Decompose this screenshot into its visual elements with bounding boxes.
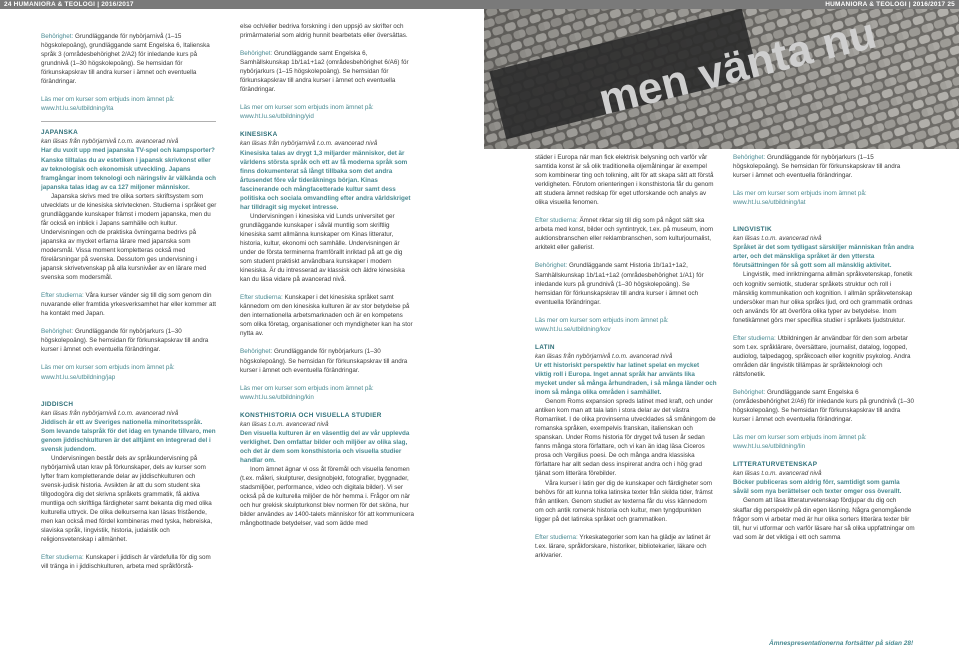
sign-text: men vänta nu bbox=[593, 9, 881, 125]
continuation-note: Ämnespresentationerna fortsätter på sidan 28! bbox=[769, 640, 914, 647]
intro: Språket är det som tydligast särskiljer människan från andra arter, och det mänskliga språket är den yttersta förutsättningen för så gott som all mänsklig aktivitet. bbox=[733, 244, 914, 270]
label-behorighet: Behörighet: bbox=[240, 348, 273, 356]
section-heading: LATIN bbox=[535, 343, 555, 351]
link-url[interactable]: www.ht.lu.se/utbildning/kov bbox=[535, 325, 611, 333]
text: Grundläggande samt Engelska 6 (områdesbehörighet 2/A6) för inledande kurs på grundnivå (1–30 högskolepoäng). Se hemsidan för förkunskapskrav till andra kurser i ämnet och eventuella förändringar. bbox=[733, 388, 914, 424]
section-heading: JAPANSKA bbox=[41, 129, 79, 137]
text: städer i Europa när man fick elektrisk belysning och varför vår samtida konst är så olik traditionella oljemålningar är exempel som kombinerar ting och tolkning, allt för att skapa sätt att förstå verkligheten. Förutom orienteringen i konsthistoria får du genom att studera ämnet redskap för eget utforskande och analys av olika visuella fenomen. bbox=[535, 154, 714, 207]
read-more: Läs mer om kurser som erbjuds inom ämnet på: bbox=[535, 316, 669, 324]
link-url[interactable]: www.ht.lu.se/utbildning/ita bbox=[41, 105, 114, 113]
link-url[interactable]: www.ht.lu.se/utbildning/lat bbox=[733, 199, 806, 207]
label-behorighet: Behörighet: bbox=[733, 388, 766, 396]
label-efter: Efter studierna: bbox=[535, 533, 578, 541]
link-url[interactable]: www.ht.lu.se/utbildning/jap bbox=[41, 373, 116, 381]
intro: Böcker publiceras som aldrig förr, samtidigt som gamla såväl som nya berättelser och texter omger oss överallt. bbox=[733, 479, 902, 496]
read-more: Läs mer om kurser som erbjuds inom ämnet på: bbox=[733, 434, 867, 442]
level-note: kan läsas t.o.m. avancerad nivå bbox=[240, 420, 329, 428]
cobblestone-photo bbox=[484, 9, 959, 149]
label-behorighet: Behörighet: bbox=[41, 328, 74, 336]
section-heading: KINESISKA bbox=[240, 131, 278, 139]
divider bbox=[41, 121, 216, 122]
link-url[interactable]: www.ht.lu.se/utbildning/lin bbox=[733, 443, 806, 451]
text: Grundläggande samt Historia 1b/1a1+1a2, Samhällskunskap 1b/1a1+1a2 (områdesbehörighet 1/A1) för inledande kurs på grundnivå (1–30 högskolepoäng). Se hemsidan för förkunskapskrav till andra kurser i ämnet och eventuella förändringar. bbox=[535, 262, 704, 306]
text: Kunskaper i jiddisch är värdefulla för dig som vill tränga in i jiddischkulturen, arbeta med språkförstå- bbox=[41, 554, 211, 571]
label-behorighet: Behörighet: bbox=[240, 50, 273, 58]
text: Grundläggande samt Engelska 6, Samhällskunskap 1b/1a1+1a2 (områdesbehörighet 6/A6) för nybörjarkurs (1–15 högskolepoäng). Se hemsidan för förkunskapskrav till andra kurser i ämnet och eventuella förändringar. bbox=[240, 50, 409, 94]
label-behorighet: Behörighet: bbox=[41, 33, 74, 40]
section-heading: LITTERATURVETENSKAP bbox=[733, 461, 818, 469]
column-4 bbox=[733, 153, 915, 542]
label-efter: Efter studierna: bbox=[733, 334, 776, 342]
text: Grundläggande för nybörjarkurs (1–30 högskolepoäng). Se hemsidan för förkunskapskrav till andra kurser i ämnet och eventuella förändringar. bbox=[240, 348, 408, 374]
read-more: Läs mer om kurser som erbjuds inom ämnet på: bbox=[41, 364, 175, 372]
body: Inom ämnet ägnar vi oss åt föremål och visuella fenomen (t.ex. måleri, skulpturer, designobjekt, fotografier, byggnader, stadsmiljöer, performance, video och digitala bilder). Vi ser också på de kulturella miljöer de hör hemma i. Frågor om när och hur grekisk skulpturkonst blev normen för det sköna, hur bilder användes av 1400-talets människor för att kommunicera mångbottnade betydelser, vad som ädde med bbox=[240, 465, 414, 528]
text: Grundläggande för nybörjarnivå (1–15 högskolepoäng), grundläggande samt Engelska 6, Italienska språk 3 (områdesbehörighet 2/A2) för inledande kurs på grundnivå (1–30 högskolepoäng). Se hemsidan för förkunskapskrav till andra kurser i ämnet och eventuella förändringar. bbox=[41, 33, 210, 86]
link-url[interactable]: www.ht.lu.se/utbildning/kin bbox=[240, 393, 314, 401]
page-header bbox=[0, 0, 959, 9]
label-efter: Efter studierna: bbox=[41, 554, 84, 562]
link-url[interactable]: www.ht.lu.se/utbildning/yid bbox=[240, 113, 314, 121]
text: Kunskaper i det kinesiska språket samt kännedom om den kinesiska kulturen är av stor betydelse på den internationella arbetsmarknaden och är en kompetens som olika företag, organisationer och myndigheter kan ha stor nytta av. bbox=[240, 294, 413, 338]
text: Grundläggande för nybörjarkurs (1–15 högskolepoäng). Se hemsidan för förkunskapskrav till andra kurser i ämnet och eventuella förändringar. bbox=[733, 154, 901, 180]
body: Undervisningen i kinesiska vid Lunds universitet ger grundläggande kunskaper i såväl muntlig som skriftlig kinesiska samt allmänna kunskaper om Kinas litteratur, historia, kultur, ekonomi och samhälle. Undervisningen är under de första terminerna framförallt inriktad på att ge dig som student praktiskt användbara kunskaper i modern kinesiska. Är du intresserad av klassisk och äldre kinesiska kan du läsa vidare på avancerad nivå. bbox=[240, 212, 405, 284]
intro: Kinesiska talas av drygt 1,3 miljarder människor, det är världens största språk och ett av få moderna språk som finns dokumenterat så långt tillbaka som det andra årtusendet före vår tideräknings början. Kinas fascinerande och mångfacetterade kultur samt dess politiska och sociala omvandling efter andra världskriget har tilldragit sig mycket intresse. bbox=[240, 149, 411, 211]
intro: Ur ett historiskt perspektiv har latinet spelat en mycket viktig roll i Europa. Inget annat språk har använts lika mycket under så många århundraden, i så många länder och inom så många olika områden i samhället. bbox=[535, 361, 717, 397]
body: Genom Roms expansion spreds latinet med kraft, och under antiken kom man att tala latin i stora delar av det västra Romarriket. I de olika provinserna utvecklades så småningom de romanska språken, exempelvis franskan, italienskan och spanskan. Under Roms historia för dryget två tusen år sedan fanns många stora författare, och vi kan än idag läsa Ciceros prosa och Vergilius poesi. De och många andra klassiska författare har allt sedan dess inspirerat andra och i hög grad tjänat som litterära förebilder. bbox=[535, 398, 716, 478]
column-3 bbox=[535, 153, 717, 560]
label-behorighet: Behörighet: bbox=[733, 154, 766, 161]
level-note: kan läsas t.o.m. avancerad nivå bbox=[733, 470, 822, 478]
column-1 bbox=[41, 32, 217, 571]
text: Ämnet riktar sig till dig som på något sätt ska arbeta med konst, bilder och syntintryck, t.ex. på museum, inom auktionsbranschen eller reklambranschen, som kulturjournalist, arkitekt eller gallerist. bbox=[535, 217, 714, 252]
read-more: Läs mer om kurser som erbjuds inom ämnet på: bbox=[240, 384, 374, 392]
read-more: Läs mer om kurser som erbjuds inom ämnet på: bbox=[41, 96, 175, 104]
label-behorighet: Behörighet: bbox=[535, 262, 568, 270]
body: Japanska skrivs med tre olika sorters skriftsystem som utvecklats ur de kinesiska skrivtecknen. Studierna i språket ger grundläggande kunskaper främst i modern japanska, men du får också en inblick i Japans samhälle och kultur. Undervisningen och de praktiska övningarna bedrivs på japanska av mycket erfarna lärare med japanska som modersmål. Vissa moment kompletteras också med förelärsningar på svenska. Dessutom ges undervisning i japansk skrivetvenskap på alla kursnivåer av en lärare med svenska som modersmål. bbox=[41, 192, 217, 282]
level-note: kan läsas från nybörjarnivå t.o.m. avancerad nivå bbox=[240, 140, 378, 148]
body: Undervisningen består dels av språkundervisning på nybörjarnivå utan krav på förkunskaper, dels av kurser som lyfter fram kompletterande delar av jiddischkulturen och svensk-judisk historia. Avsikten är att du som student ska tillgodogöra dig det skrivna språkets grammatik, få aktiva muntliga och skriftliga färdigheter samt bekanta dig med olika kulturella uttryck. De olika delkurserna kan läsas fristående, men kan också med fördel kombineras med tyska, hebreiska, slaviska språk, lingvistik, historia, judaistik och religionsvetenskap i allmänhet. bbox=[41, 454, 213, 544]
body: Lingvistik, med inriktningarna allmän språkvetenskap, fonetik och kognitiv semiotik, studerar språkets struktur och roll i mänsklig kommunikation och kognition. I allmän språkvetenskap undersöker man hur olika språks ljud, ord och grammatik ordnas och används för att överföra olika typer av betydelse. Inom fonetikämnet görs mer specifika studier i språkets ljudstruktur. bbox=[733, 271, 913, 324]
column-2 bbox=[240, 22, 416, 528]
intro: Jiddisch är ett av Sveriges nationella minoritetsspråk. Som levande talspråk för det idag en tynande tillvaro, men genom jiddischkulturen är det alltjämt en integrerad del i svensk judendom. bbox=[41, 418, 216, 453]
text: else och/eller bedriva forskning i den uppsjö av skrifter och primärmaterial som aldrig hunnit bearbetats eller översättas. bbox=[240, 23, 408, 40]
text: Yrkeskategorier som kan ha glädje av latinet är t.ex. lärare, språkforskare, historiker, bibliotekarier, läkare och arkivarier. bbox=[535, 533, 711, 559]
text: Grundläggande för nybörjarkurs (1–30 högskolepoäng). Se hemsidan för förkunskapskrav till andra kurser i ämnet och eventuella förändringar. bbox=[41, 328, 209, 354]
label-efter: Efter studierna: bbox=[41, 292, 84, 300]
level-note: kan läsas t.o.m. avancerad nivå bbox=[733, 235, 822, 243]
text: Utbildningen är användbar för den som arbetar som t.ex. språklärare, översättare, journalist, datalog, logoped, audiolog, talpedagog, språkcoach eller kognitiv psykolog. Andra områden där lingvistik tillämpas är språkteknologi och rättsfonetik. bbox=[733, 334, 911, 378]
text: Våra kurser vänder sig till dig som genom din nuvarande eller framtida yrkesverksamhet har eller kommer att ha kontakt med Japan. bbox=[41, 292, 216, 318]
section-heading: JIDDISCH bbox=[41, 400, 74, 408]
level-note: kan läsas från nybörjarnivå t.o.m. avancerad nivå bbox=[41, 409, 179, 417]
level-note: kan läsas från nybörjarnivå t.o.m. avancerad nivå bbox=[535, 352, 673, 360]
label-efter: Efter studierna: bbox=[240, 294, 283, 302]
body: Våra kurser i latin ger dig de kunskaper och färdigheter som behövs för att kunna tolka latinska texter från skilda tider, främst från antiken. Genom studiet av texterna får du viss kännedom om och antik romersk historia och kultur, men tyngdpunkten ligger på det latinska språket och grammatiken. bbox=[535, 479, 713, 523]
section-heading: KONSTHISTORIA OCH VISUELLA STUDIER bbox=[240, 411, 382, 419]
level-note: kan läsas från nybörjarnivå t.o.m. avancerad nivå bbox=[41, 138, 179, 146]
label-efter: Efter studierna: bbox=[535, 217, 578, 225]
read-more: Läs mer om kurser som erbjuds inom ämnet på: bbox=[240, 104, 374, 112]
header-right: HUMANIORA & TEOLOGI | 2016/2017 25 bbox=[825, 1, 955, 8]
intro: Den visuella kulturen är en väsentlig del av vår upplevda verklighet. Den omfattar bilder och miljöer av olika slag, och det är dem som konsthistoria och visuella studier handlar om. bbox=[240, 429, 410, 464]
intro: Har du vuxit upp med japanska TV-spel och kampsporter? Kanske tilltalas du av estetiken i japansk skrivkonst eller av teknologisk och ekonomisk utveckling. Japans framgångar inom teknologi och näringsliv är välkända och japanska talas idag av ca 127 miljoner människor. bbox=[41, 147, 216, 191]
header-left: 24 HUMANIORA & TEOLOGI | 2016/2017 bbox=[4, 1, 134, 8]
read-more: Läs mer om kurser som erbjuds inom ämnet på: bbox=[733, 190, 867, 198]
cobblestone-image bbox=[484, 9, 959, 149]
body: Genom att läsa litteraturvetenskap fördjupar du dig och skaffar dig perspektiv på din egen läsning. Några genomgående frågor som vi arbetar med är hur olika sorters litterära texter blir till, hur vi utformar och varför läsare har så olika uppfattningar om vad som är det viktiga i ett och samma bbox=[733, 497, 915, 541]
section-heading: LINGVISTIK bbox=[733, 226, 772, 234]
